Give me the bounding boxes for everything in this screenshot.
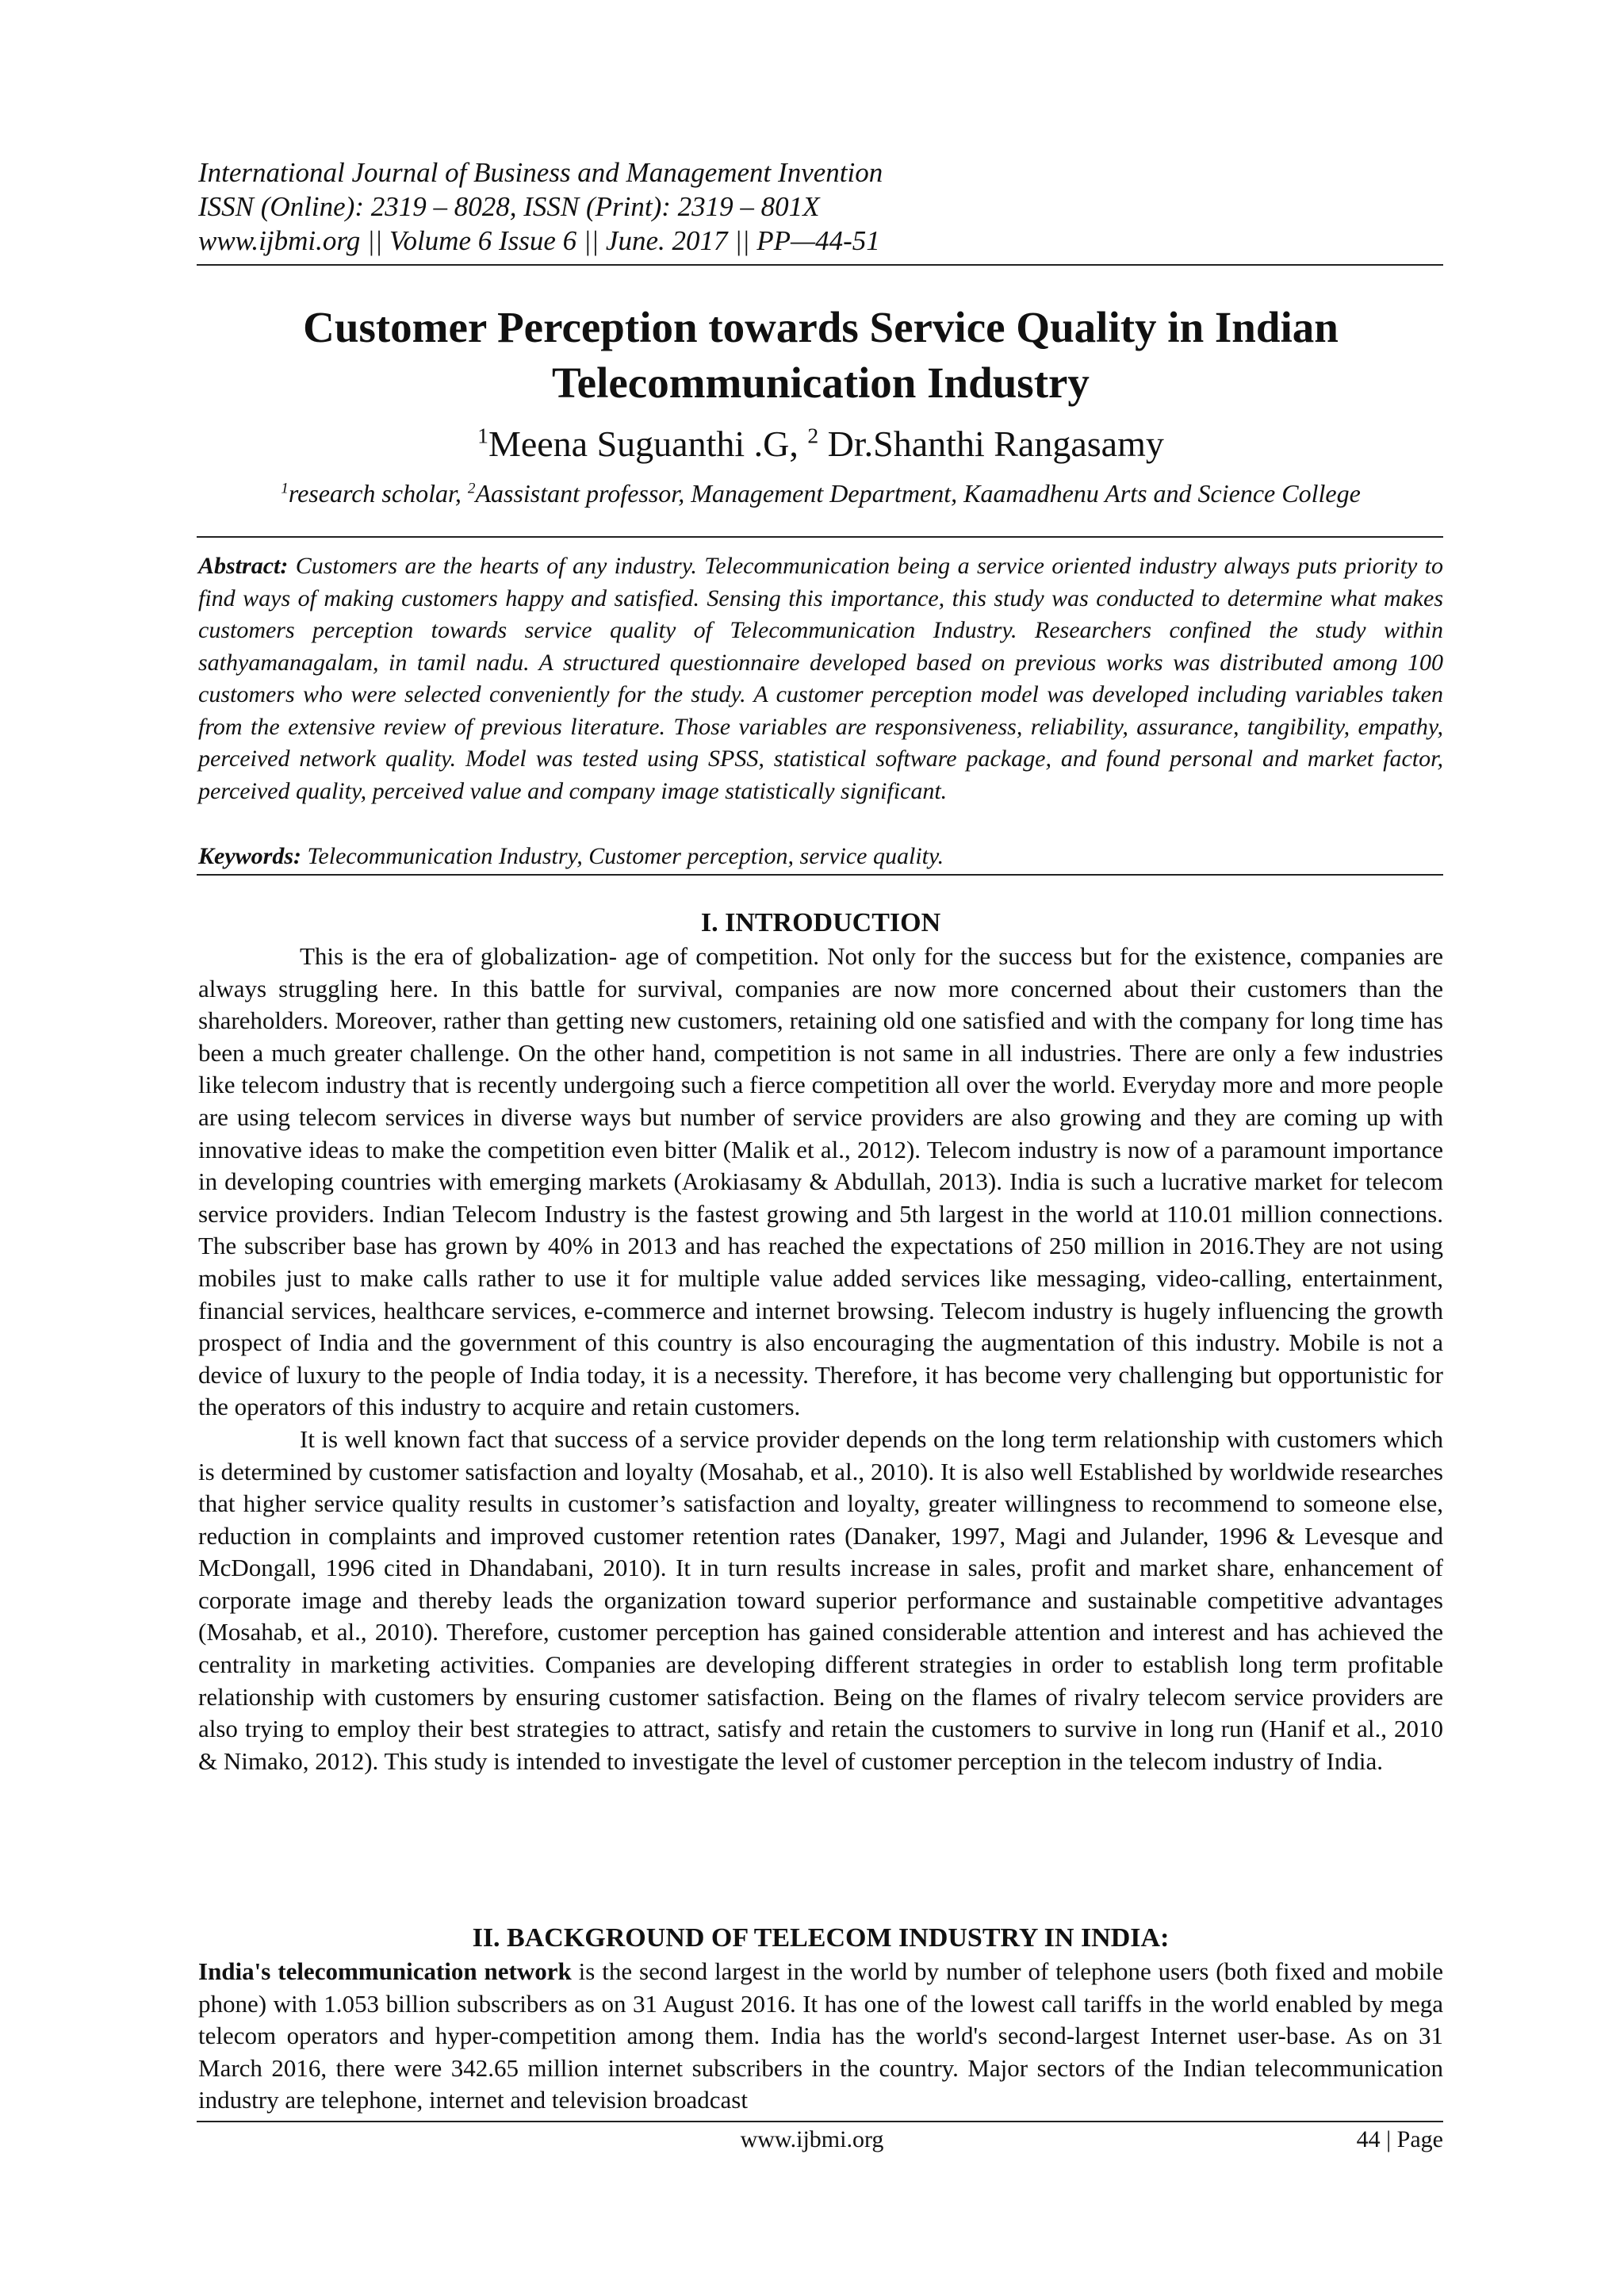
author-1-marker: 1 <box>477 423 488 448</box>
author-2-marker: 2 <box>807 423 819 448</box>
author-2: Dr.Shanthi Rangasamy <box>827 424 1164 464</box>
journal-header <box>198 155 1443 258</box>
abstract <box>198 550 1443 807</box>
journal-issn: ISSN (Online): 2319 – 8028, ISSN (Print): 2319 – 801X <box>198 191 820 222</box>
affil-2: Aassistant professor, Management Department, Kaamadhenu Arts and Science College <box>475 479 1361 508</box>
title-line-1: Customer Perception towards Service Quality in Indian <box>303 303 1339 351</box>
page-number: 44 | Page <box>1356 2126 1443 2152</box>
affiliation <box>198 477 1443 509</box>
footer-url: www.ijbmi.org <box>740 2126 884 2152</box>
background-lead-bold: India's telecommunication network <box>198 1957 572 1985</box>
paper-title <box>198 300 1443 411</box>
footer-rule <box>197 2121 1443 2122</box>
author-1: Meena Suguanthi .G, <box>488 424 799 464</box>
background-paragraph-1 <box>198 1956 1443 2117</box>
section-heading-background: II. BACKGROUND OF TELECOM INDUSTRY IN INDIA: <box>472 1923 1170 1953</box>
keywords-text: Telecommunication Industry, Customer perception, service quality. <box>307 843 944 869</box>
abstract-bottom-rule <box>197 874 1443 876</box>
abstract-top-rule <box>197 536 1443 538</box>
keywords <box>198 841 1443 872</box>
author-list <box>198 422 1443 466</box>
affil-2-marker: 2 <box>467 480 476 497</box>
header-rule <box>197 264 1443 266</box>
intro-paragraph-2: It is well known fact that success of a service provider depends on the long term relationship with customers which is determined by customer satisfaction and loyalty (Mosahab, et al., 2010). It is also well Established by worldwide researches that higher service quality results in customer’s satisfaction and loyalty, greater willingness to recommend to someone else, reduction in complaints and improved customer retention rates (Danaker, 1997, Magi and Julander, 1996 & Levesque and McDongall, 1996 cited in Dhandabani, 2010). It in turn results increase in sales, profit and market share, enhancement of corporate image and thereby leads the organization toward superior performance and sustainable competitive advantages (Mosahab, et al., 2010). Therefore, customer perception has gained considerable attention and interest and has achieved the centrality in marketing activities. Companies are developing different strategies in order to establish long term profitable relationship with customers by ensuring customer satisfaction. Being on the flames of rivalry telecom service providers are also trying to employ their best strategies to attract, satisfy and retain the customers to survive in long run (Hanif et al., 2010 & Nimako, 2012). This study is intended to investigate the level of customer perception in the telecom industry of India. <box>198 1424 1443 1775</box>
background-body <box>198 1956 1443 2117</box>
introduction-body <box>198 941 1443 1777</box>
section-heading-introduction: I. INTRODUCTION <box>700 908 941 937</box>
journal-volume: www.ijbmi.org || Volume 6 Issue 6 || June. 2017 || PP—44-51 <box>198 225 880 256</box>
title-line-2: Telecommunication Industry <box>552 358 1090 407</box>
affil-1: research scholar, <box>288 479 462 508</box>
abstract-text: Customers are the hearts of any industry. Telecommunication being a service oriented industry always puts priority to find ways of making customers happy and satisfied. Sensing this importance, this study was conducted to determine what makes customers perception towards service quality of Telecommunication Industry. Researchers confined the study within sathyamanagalam, in tamil nadu. A structured questionnaire developed based on previous works was distributed among 100 customers who were selected conveniently for the study. A customer perception model was developed including variables taken from the extensive review of previous literature. Those variables are responsiveness, reliability, assurance, tangibility, empathy, perceived network quality. Model was tested using SPSS, statistical software package, and found personal and market factor, perceived quality, perceived value and company image statistically significant. <box>198 553 1444 804</box>
affil-1-marker: 1 <box>281 480 289 497</box>
intro-paragraph-1: This is the era of globalization- age of competition. Not only for the success but for the existence, companies are always struggling here. In this battle for survival, companies are now more concerned about their customers than the shareholders. Moreover, rather than getting new customers, retaining old one satisfied and with the company for long time has been a much greater challenge. On the other hand, competition is not same in all industries. There are only a few industries like telecom industry that is recently undergoing such a fierce competition all over the world. Everyday more and more people are using telecom services in diverse ways but number of service providers are also growing and they are coming up with innovative ideas to make the competition even bitter (Malik et al., 2012). Telecom industry is now of a paramount importance in developing countries with emerging markets (Arokiasamy & Abdullah, 2013). India is such a lucrative market for telecom service providers. Indian Telecom Industry is the fastest growing and 5th largest in the world at 110.01 million connections. The subscriber base has grown by 40% in 2013 and has reached the expectations of 250 million in 2016.They are not using mobiles just to make calls rather to use it for multiple value added services like messaging, video-calling, entertainment, financial services, healthcare services, e-commerce and internet browsing. Telecom industry is hugely influencing the growth prospect of India and the government of this country is also encouraging the augmentation of this industry. Mobile is not a device of luxury to the people of India today, it is a necessity. Therefore, it has become very challenging but opportunistic for the operators of this industry to acquire and retain customers. <box>198 942 1443 1421</box>
journal-name: International Journal of Business and Management Invention <box>198 157 883 188</box>
keywords-label: Keywords: <box>198 843 301 869</box>
background-text: is the second largest in the world by number of telephone users (both fixed and mobile phone) with 1.053 billion subscribers as on 31 August 2016. It has one of the lowest call tariffs in the world enabled by mega telecom operators and hyper-competition among them. India has the world's second-largest Internet user-base. As on 31 March 2016, there were 342.65 million internet subscribers in the country. Major sectors of the Indian telecommunication industry are telephone, internet and television broadcast <box>198 1957 1444 2114</box>
abstract-label: Abstract: <box>198 553 289 579</box>
